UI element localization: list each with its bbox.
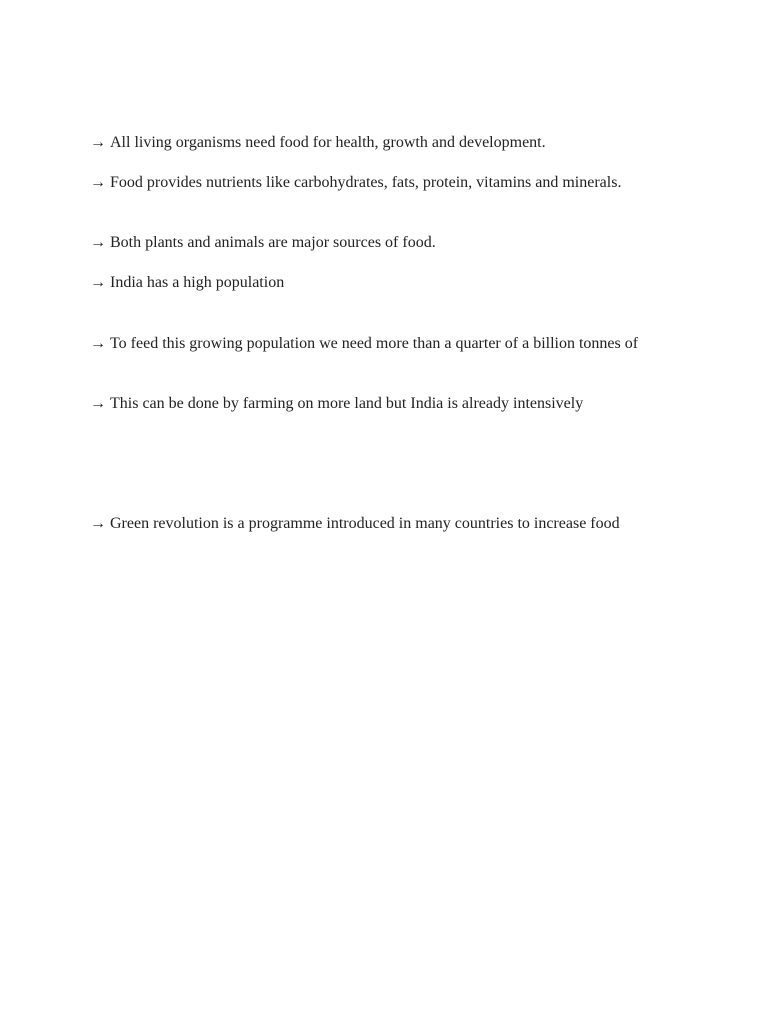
note-line-3 <box>90 233 436 253</box>
note-line-4 <box>90 273 284 293</box>
note-line-5 <box>90 334 638 354</box>
arrow-icon: → <box>90 335 106 352</box>
note-text: To feed this growing population we need more than a quarter of a billion tonnes of <box>110 335 639 352</box>
arrow-icon: → <box>90 274 106 291</box>
note-text: All living organisms need food for health, growth and development. <box>110 134 546 151</box>
note-line-1 <box>90 133 546 153</box>
note-line-2 <box>90 173 621 193</box>
note-text: This can be done by farming on more land but India is already intensively <box>110 395 584 412</box>
note-text: India has a high population <box>110 274 285 291</box>
arrow-icon: → <box>90 134 106 151</box>
arrow-icon: → <box>90 395 106 412</box>
note-text: Food provides nutrients like carbohydrates, fats, protein, vitamins and minerals. <box>110 174 622 191</box>
note-line-7 <box>90 514 620 534</box>
note-text: Green revolution is a programme introduced in many countries to increase food <box>110 515 620 532</box>
arrow-icon: → <box>90 515 106 532</box>
note-text: Both plants and animals are major sources of food. <box>110 234 436 251</box>
note-line-6 <box>90 394 583 414</box>
arrow-icon: → <box>90 174 106 191</box>
arrow-icon: → <box>90 234 106 251</box>
